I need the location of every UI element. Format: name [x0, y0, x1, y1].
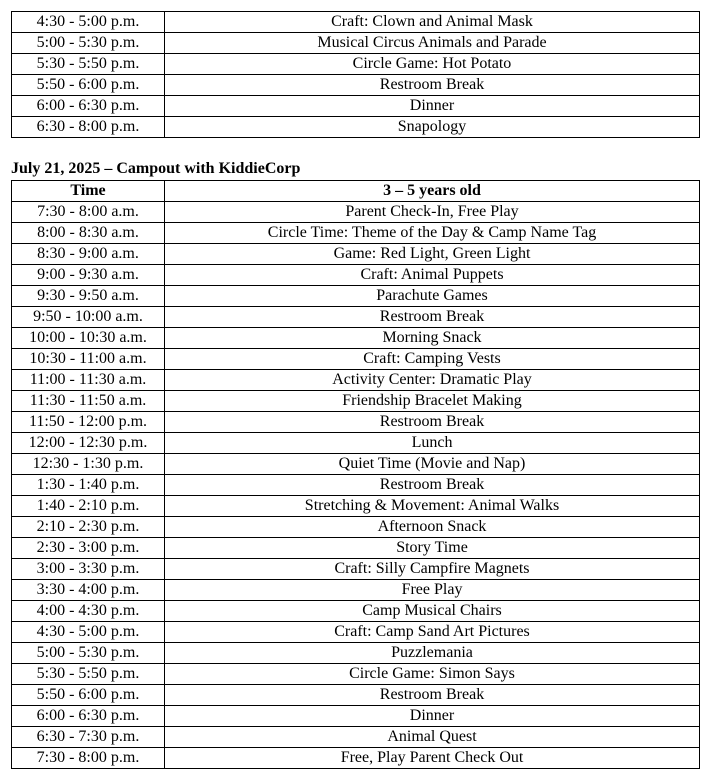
schedule-table-body — [12, 12, 700, 138]
table-row — [12, 517, 700, 538]
activity-cell: Circle Time: Theme of the Day & Camp Name Tag — [165, 223, 700, 244]
activity-cell: Stretching & Movement: Animal Walks — [165, 496, 700, 517]
activity-cell: Parachute Games — [165, 286, 700, 307]
table-row — [12, 643, 700, 664]
activity-cell: Game: Red Light, Green Light — [165, 244, 700, 265]
time-cell: 12:30 - 1:30 p.m. — [12, 454, 165, 475]
table-row — [12, 748, 700, 769]
table-row — [12, 12, 700, 33]
activity-cell: Restroom Break — [165, 307, 700, 328]
table-row — [12, 454, 700, 475]
table-row — [12, 328, 700, 349]
schedule-table-july-21 — [11, 180, 700, 769]
time-cell: 5:50 - 6:00 p.m. — [12, 685, 165, 706]
activity-cell: Afternoon Snack — [165, 517, 700, 538]
activity-cell: Parent Check-In, Free Play — [165, 202, 700, 223]
activity-cell: Craft: Animal Puppets — [165, 265, 700, 286]
time-cell: 5:30 - 5:50 p.m. — [12, 54, 165, 75]
time-cell: 8:00 - 8:30 a.m. — [12, 223, 165, 244]
activity-cell: Friendship Bracelet Making — [165, 391, 700, 412]
activity-cell: Restroom Break — [165, 412, 700, 433]
header-row — [12, 181, 700, 202]
time-cell: 3:30 - 4:00 p.m. — [12, 580, 165, 601]
table-row — [12, 580, 700, 601]
table-row — [12, 538, 700, 559]
activity-cell: Free Play — [165, 580, 700, 601]
activity-cell: Camp Musical Chairs — [165, 601, 700, 622]
time-cell: 11:00 - 11:30 a.m. — [12, 370, 165, 391]
table-header — [12, 181, 700, 202]
table-row — [12, 33, 700, 54]
activity-cell: Morning Snack — [165, 328, 700, 349]
time-cell: 12:00 - 12:30 p.m. — [12, 433, 165, 454]
activity-cell: Craft: Clown and Animal Mask — [165, 12, 700, 33]
schedule-table-continued — [11, 11, 700, 138]
table-row — [12, 286, 700, 307]
activity-cell: Lunch — [165, 433, 700, 454]
table-row — [12, 412, 700, 433]
activity-cell: Dinner — [165, 706, 700, 727]
table-row — [12, 223, 700, 244]
time-cell: 4:30 - 5:00 p.m. — [12, 12, 165, 33]
time-cell: 9:30 - 9:50 a.m. — [12, 286, 165, 307]
time-cell: 5:30 - 5:50 p.m. — [12, 664, 165, 685]
time-cell: 8:30 - 9:00 a.m. — [12, 244, 165, 265]
table-row — [12, 96, 700, 117]
table-row — [12, 75, 700, 96]
table-row — [12, 727, 700, 748]
time-cell: 5:00 - 5:30 p.m. — [12, 643, 165, 664]
activity-cell: Craft: Silly Campfire Magnets — [165, 559, 700, 580]
table-row — [12, 685, 700, 706]
time-cell: 2:10 - 2:30 p.m. — [12, 517, 165, 538]
activity-cell: Animal Quest — [165, 727, 700, 748]
table-row — [12, 664, 700, 685]
table-row — [12, 496, 700, 517]
time-cell: 6:00 - 6:30 p.m. — [12, 96, 165, 117]
activity-cell: Restroom Break — [165, 685, 700, 706]
activity-cell: Puzzlemania — [165, 643, 700, 664]
column-header-time: Time — [12, 181, 165, 202]
time-cell: 5:50 - 6:00 p.m. — [12, 75, 165, 96]
table-row — [12, 54, 700, 75]
time-cell: 4:30 - 5:00 p.m. — [12, 622, 165, 643]
time-cell: 6:30 - 8:00 p.m. — [12, 117, 165, 138]
time-cell: 1:40 - 2:10 p.m. — [12, 496, 165, 517]
activity-cell: Restroom Break — [165, 475, 700, 496]
activity-cell: Dinner — [165, 96, 700, 117]
activity-cell: Free, Play Parent Check Out — [165, 748, 700, 769]
column-header-age-group: 3 – 5 years old — [165, 181, 700, 202]
activity-cell: Restroom Break — [165, 75, 700, 96]
schedule-table-body — [12, 202, 700, 769]
time-cell: 6:30 - 7:30 p.m. — [12, 727, 165, 748]
table-row — [12, 307, 700, 328]
time-cell: 9:50 - 10:00 a.m. — [12, 307, 165, 328]
table-row — [12, 601, 700, 622]
table-row — [12, 202, 700, 223]
time-cell: 2:30 - 3:00 p.m. — [12, 538, 165, 559]
time-cell: 3:00 - 3:30 p.m. — [12, 559, 165, 580]
table-row — [12, 349, 700, 370]
activity-cell: Musical Circus Animals and Parade — [165, 33, 700, 54]
time-cell: 11:50 - 12:00 p.m. — [12, 412, 165, 433]
time-cell: 4:00 - 4:30 p.m. — [12, 601, 165, 622]
activity-cell: Story Time — [165, 538, 700, 559]
section-heading: July 21, 2025 – Campout with KiddieCorp — [11, 160, 301, 177]
table-row — [12, 117, 700, 138]
activity-cell: Activity Center: Dramatic Play — [165, 370, 700, 391]
activity-cell: Quiet Time (Movie and Nap) — [165, 454, 700, 475]
time-cell: 7:30 - 8:00 a.m. — [12, 202, 165, 223]
table-row — [12, 433, 700, 454]
table-row — [12, 244, 700, 265]
table-row — [12, 265, 700, 286]
time-cell: 1:30 - 1:40 p.m. — [12, 475, 165, 496]
activity-cell: Snapology — [165, 117, 700, 138]
time-cell: 9:00 - 9:30 a.m. — [12, 265, 165, 286]
activity-cell: Craft: Camp Sand Art Pictures — [165, 622, 700, 643]
activity-cell: Circle Game: Simon Says — [165, 664, 700, 685]
table-row — [12, 706, 700, 727]
time-cell: 7:30 - 8:00 p.m. — [12, 748, 165, 769]
activity-cell: Circle Game: Hot Potato — [165, 54, 700, 75]
time-cell: 10:30 - 11:00 a.m. — [12, 349, 165, 370]
table-row — [12, 559, 700, 580]
table-row — [12, 622, 700, 643]
time-cell: 6:00 - 6:30 p.m. — [12, 706, 165, 727]
activity-cell: Craft: Camping Vests — [165, 349, 700, 370]
time-cell: 5:00 - 5:30 p.m. — [12, 33, 165, 54]
table-row — [12, 391, 700, 412]
table-row — [12, 370, 700, 391]
time-cell: 10:00 - 10:30 a.m. — [12, 328, 165, 349]
table-row — [12, 475, 700, 496]
time-cell: 11:30 - 11:50 a.m. — [12, 391, 165, 412]
